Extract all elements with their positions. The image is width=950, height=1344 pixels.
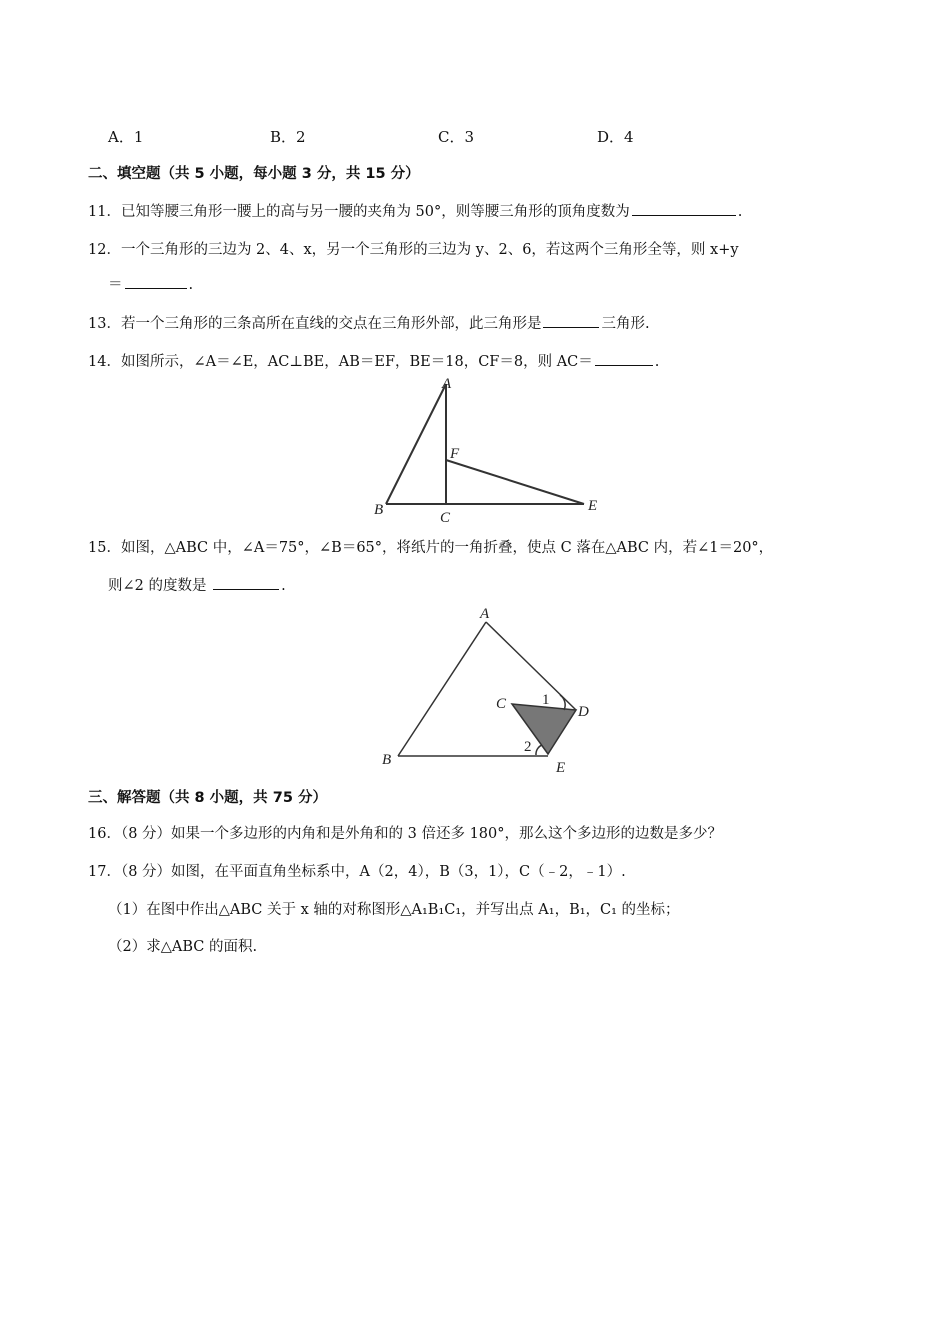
label-b: B xyxy=(382,752,392,768)
question-12-end: . xyxy=(188,277,194,293)
angle-2-arc xyxy=(536,745,542,755)
label-angle-2: 2 xyxy=(524,739,532,755)
segment-ab xyxy=(398,622,486,756)
question-15-text: 则∠2 的度数是 xyxy=(108,578,207,594)
question-17: 17．（8 分）如图，在平面直角坐标系中，A（2，4），B（3，1），C（﹣2，﹣1）. xyxy=(88,864,626,880)
label-e: E xyxy=(588,498,598,514)
answer-blank-13[interactable] xyxy=(543,313,599,328)
folded-triangle xyxy=(512,704,576,754)
label-b: B xyxy=(374,502,384,518)
question-16: 16．（8 分）如果一个多边形的内角和是外角和的 3 倍还多 180°，那么这个多边形的边数是多少？ xyxy=(88,826,723,842)
angle-1-arc xyxy=(560,695,565,710)
figure-14 xyxy=(360,372,610,532)
answer-blank-11[interactable] xyxy=(632,201,736,216)
question-15-end: . xyxy=(281,578,286,594)
question-13-text: 13．若一个三角形的三条高所在直线的交点在三角形外部，此三角形是 xyxy=(88,316,542,332)
question-11 xyxy=(88,200,742,221)
label-angle-1: 1 xyxy=(542,692,550,708)
answer-blank-15[interactable] xyxy=(213,575,279,590)
question-13-end: 三角形. xyxy=(601,316,650,332)
question-14-end: . xyxy=(654,354,660,370)
section-answer-title: 三、解答题（共 8 小题，共 75 分） xyxy=(88,790,327,806)
question-15-line1: 15．如图，△ABC 中，∠A＝75°，∠B＝65°，将纸片的一角折叠，使点 C 落在△ABC 内，若∠1＝20°， xyxy=(88,540,774,556)
section-fill-in-title: 二、填空题（共 5 小题，每小题 3 分，共 15 分） xyxy=(88,166,420,182)
answer-blank-14[interactable] xyxy=(595,351,653,366)
question-17-part-1: （1）在图中作出△ABC 关于 x 轴的对称图形△A₁B₁C₁，并写出点 A₁，B₁，C₁ 的坐标； xyxy=(108,902,680,918)
choice-b: B．2 xyxy=(270,128,306,146)
label-e: E xyxy=(556,760,566,776)
figure-15 xyxy=(370,598,600,778)
question-12-line1: 12．一个三角形的三边为 2、4、x，另一个三角形的三边为 y、2、6，若这两个三角形全等，则 x+y xyxy=(88,242,739,258)
segment-ab xyxy=(386,384,446,504)
question-14-text: 14．如图所示，∠A＝∠E，AC⊥BE，AB＝EF，BE＝18，CF＝8，则 AC＝ xyxy=(88,354,593,370)
label-a: A xyxy=(480,606,490,622)
label-c: C xyxy=(496,696,507,712)
choice-d: D．4 xyxy=(597,128,634,146)
question-14 xyxy=(88,350,659,371)
question-17-part-2: （2）求△ABC 的面积. xyxy=(108,939,258,955)
question-12-prefix: ＝ xyxy=(108,277,123,293)
label-a: A xyxy=(442,376,452,392)
question-15-line2 xyxy=(108,574,286,595)
segment-fe xyxy=(446,460,584,504)
question-13 xyxy=(88,312,650,333)
choice-a: A．1 xyxy=(108,128,144,146)
choice-c: C．3 xyxy=(438,128,475,146)
question-11-text: 11．已知等腰三角形一腰上的高与另一腰的夹角为 50°，则等腰三角形的顶角度数为 xyxy=(88,204,630,220)
question-12-line2 xyxy=(108,273,193,294)
answer-blank-12[interactable] xyxy=(125,274,187,289)
label-d: D xyxy=(578,704,589,720)
label-c: C xyxy=(440,510,451,526)
question-11-end: . xyxy=(737,204,743,220)
label-f: F xyxy=(450,446,460,462)
